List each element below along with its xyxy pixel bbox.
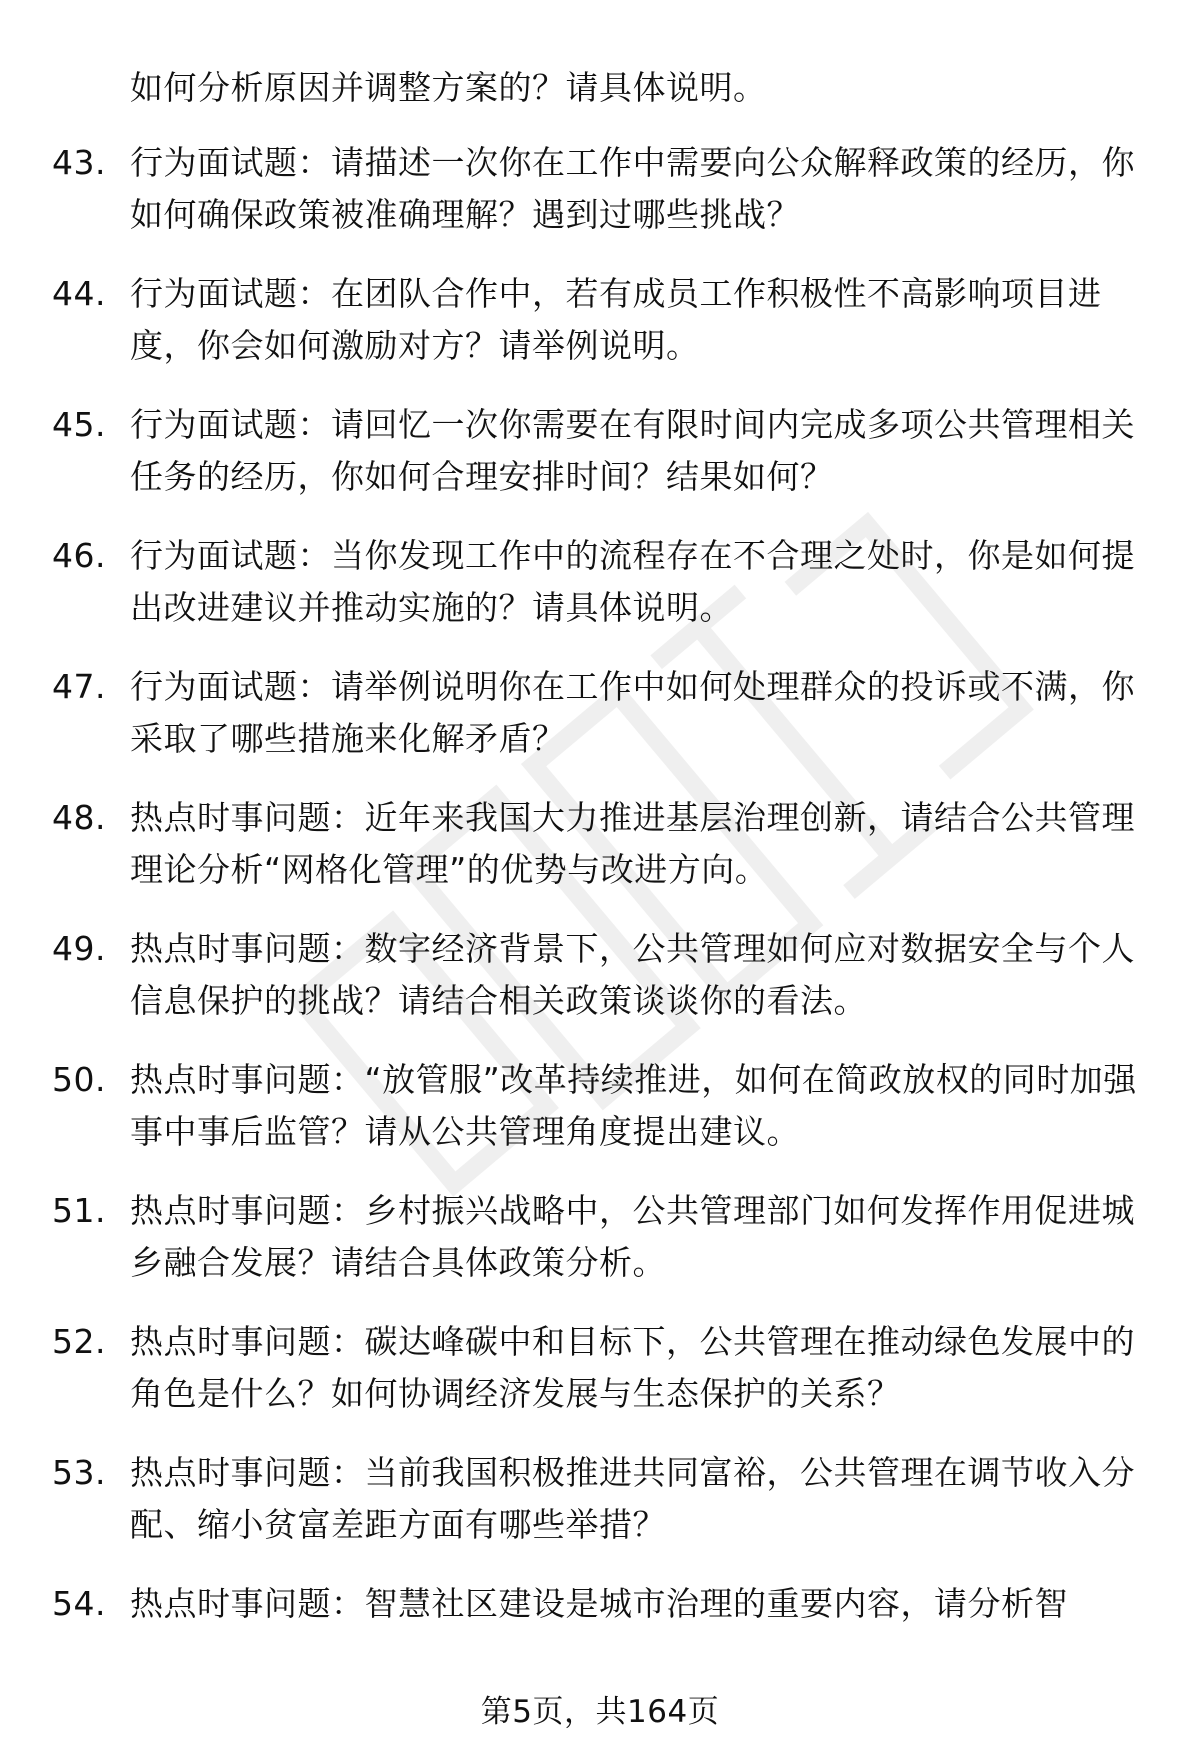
question-number: 48. [52, 798, 106, 837]
question-number: 52. [52, 1322, 106, 1361]
list-item [0, 1447, 1200, 1578]
list-item [0, 792, 1200, 923]
question-text: 行为面试题：在团队合作中，若有成员工作积极性不高影响项目进度，你会如何激励对方？请举例说明。 [130, 274, 1102, 365]
question-list [0, 137, 1200, 1709]
question-text: 热点时事问题：碳达峰碳中和目标下，公共管理在推动绿色发展中的角色是什么？如何协调经济发展与生态保护的关系？ [130, 1322, 1135, 1413]
question-text: 行为面试题：请举例说明你在工作中如何处理群众的投诉或不满，你采取了哪些措施来化解矛盾？ [130, 667, 1135, 758]
question-number: 45. [52, 405, 106, 444]
list-item [0, 1316, 1200, 1447]
question-text: 热点时事问题：“放管服”改革持续推进，如何在简政放权的同时加强事中事后监管？请从公共管理角度提出建议。 [130, 1060, 1137, 1151]
page-footer: 第5页，共164页 [480, 1694, 720, 1730]
question-number: 53. [52, 1453, 106, 1492]
question-number: 47. [52, 667, 106, 706]
question-text: 热点时事问题：乡村振兴战略中，公共管理部门如何发挥作用促进城乡融合发展？请结合具体政策分析。 [130, 1191, 1135, 1282]
question-text: 热点时事问题：数字经济背景下，公共管理如何应对数据安全与个人信息保护的挑战？请结合相关政策谈谈你的看法。 [130, 929, 1135, 1020]
question-number: 50. [52, 1060, 106, 1099]
list-item [0, 399, 1200, 530]
list-item [0, 1185, 1200, 1316]
question-text: 行为面试题：请描述一次你在工作中需要向公众解释政策的经历，你如何确保政策被准确理解？遇到过哪些挑战？ [130, 143, 1135, 234]
question-text: 热点时事问题：近年来我国大力推进基层治理创新，请结合公共管理理论分析“网格化管理”的优势与改进方向。 [130, 798, 1135, 889]
question-number: 44. [52, 274, 106, 313]
question-text: 行为面试题：当你发现工作中的流程存在不合理之处时，你是如何提出改进建议并推动实施的？请具体说明。 [130, 536, 1135, 627]
continued-question-text: 如何分析原因并调整方案的？请具体说明。 [130, 68, 767, 107]
question-number: 49. [52, 929, 106, 968]
question-number: 51. [52, 1191, 106, 1230]
list-item [0, 268, 1200, 399]
list-item [0, 530, 1200, 661]
list-item [0, 1054, 1200, 1185]
question-text: 行为面试题：请回忆一次你需要在有限时间内完成多项公共管理相关任务的经历，你如何合理安排时间？结果如何？ [130, 405, 1135, 496]
question-text: 热点时事问题：当前我国积极推进共同富裕，公共管理在调节收入分配、缩小贫富差距方面有哪些举措？ [130, 1453, 1135, 1544]
list-item [0, 137, 1200, 268]
question-number: 43. [52, 143, 106, 182]
question-number: 46. [52, 536, 106, 575]
question-text: 热点时事问题：智慧社区建设是城市治理的重要内容，请分析智 [130, 1584, 1068, 1623]
question-number: 54. [52, 1584, 106, 1623]
list-item [0, 661, 1200, 792]
list-item [0, 923, 1200, 1054]
